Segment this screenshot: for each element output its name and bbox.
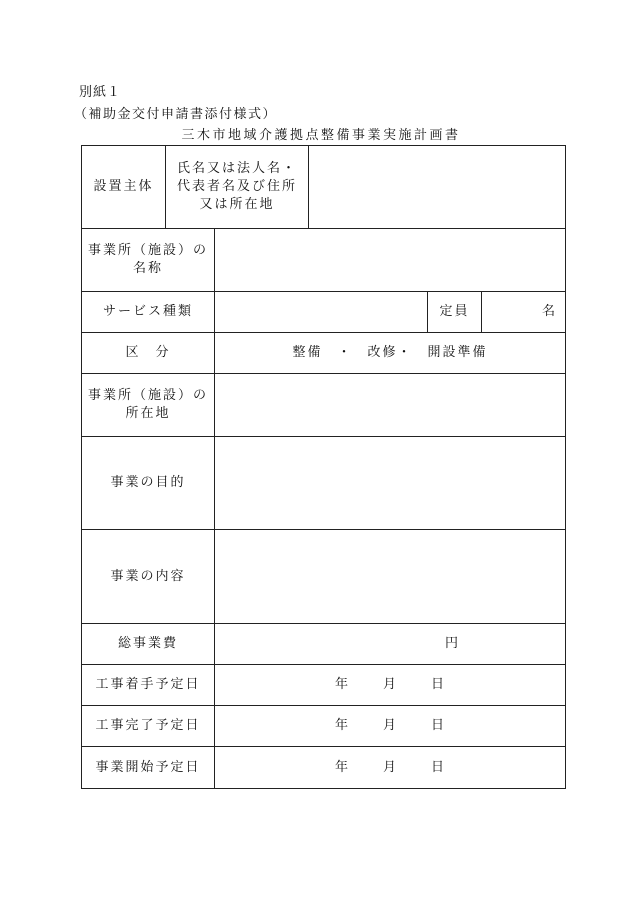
operator-sublabel-line2: 代表者名及び住所 [177,179,298,194]
facility-name-label-line1: 事業所（施設）の [87,243,208,258]
facility-location-label-line2: 所在地 [125,406,171,421]
purpose-label: 事業の目的 [82,437,215,530]
row-content [82,530,566,624]
document-title: 三木市地域介護拠点整備事業実施計画書 [181,128,461,143]
construction-end-month: 月 [383,718,399,733]
row-category [82,333,566,374]
facility-name-label-line2: 名称 [132,261,163,276]
construction-start-month: 月 [383,677,399,692]
annex-label: 別紙１ [79,85,122,100]
operator-value-field[interactable] [309,146,566,229]
row-construction-end [82,706,566,747]
total-cost-value-field[interactable] [215,624,566,665]
operator-label: 設置主体 [82,146,166,229]
row-service-type [82,292,566,333]
row-construction-start [82,665,566,706]
construction-start-day: 日 [431,677,447,692]
construction-start-year: 年 [335,677,351,692]
capacity-unit: 名 [542,304,558,319]
construction-start-label: 工事着手予定日 [82,665,215,706]
business-start-label: 事業開始予定日 [82,747,215,789]
operator-sublabel-line1: 氏名又は法人名・ [177,161,298,176]
content-label: 事業の内容 [82,530,215,624]
facility-location-value-field[interactable] [215,374,566,437]
business-start-year: 年 [335,759,351,775]
operator-sublabel-line3: 又は所在地 [199,197,275,212]
facility-location-label [82,374,215,437]
service-type-value-field[interactable] [215,292,428,333]
facility-location-label-line1: 事業所（施設）の [87,388,208,403]
business-start-month: 月 [383,759,399,775]
construction-end-date-field[interactable] [215,706,566,747]
business-start-day: 日 [431,759,447,775]
construction-end-day: 日 [431,718,447,733]
row-total-cost [82,624,566,665]
capacity-label: 定員 [428,292,482,333]
total-cost-unit: 円 [445,636,461,651]
capacity-value-field[interactable] [482,292,566,333]
facility-name-value-field[interactable] [215,229,566,292]
service-type-label: サービス種類 [82,292,215,333]
plan-table [81,145,566,789]
row-facility-name [82,229,566,292]
row-operator [82,146,566,229]
operator-sublabel [166,146,309,229]
construction-end-label: 工事完了予定日 [82,706,215,747]
form-note: （補助金交付申請書添付様式） [74,107,278,122]
construction-start-date-field[interactable] [215,665,566,706]
purpose-value-field[interactable] [215,437,566,530]
facility-name-label [82,229,215,292]
content-value-field[interactable] [215,530,566,624]
business-start-date-field[interactable] [215,747,566,789]
row-facility-location [82,374,566,437]
row-business-start [82,747,566,789]
construction-end-year: 年 [335,718,351,733]
row-purpose [82,437,566,530]
category-label: 区 分 [82,333,215,374]
total-cost-label: 総事業費 [82,624,215,665]
category-options[interactable]: 整備 ・ 改修・ 開設準備 [215,333,566,374]
